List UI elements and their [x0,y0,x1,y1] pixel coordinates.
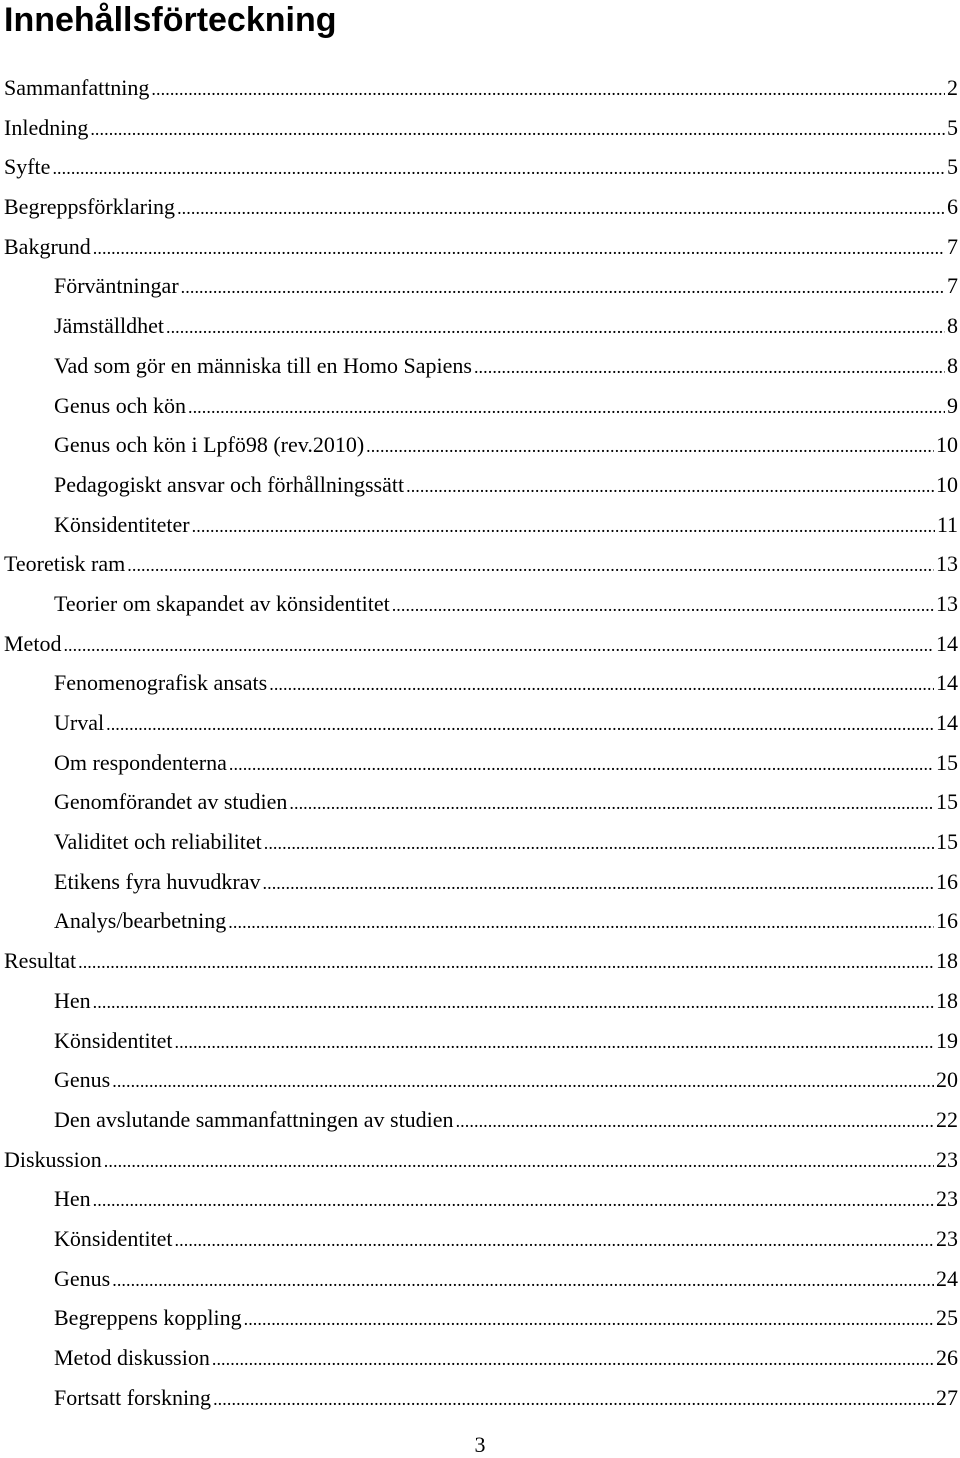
dot-leader [93,981,934,1023]
toc-entry-page: 15 [936,749,958,775]
toc-list [0,68,960,1417]
toc-entry-page: 18 [936,987,958,1013]
toc-entry-label: Begreppsförklaring [4,194,176,220]
toc-entry-label: Den avslutande sammanfattningen av studien [54,1106,454,1132]
toc-entry-page: 13 [936,551,958,577]
toc-entry-page: 14 [936,670,958,696]
dot-leader [177,187,945,229]
toc-entry-label: Sammanfattning [4,75,150,100]
toc-entry-label: Fenomenografisk ansats [54,670,268,696]
toc-entry-label: Teorier om skapandet av könsidentitet [54,590,390,616]
toc-entry[interactable] [0,1100,960,1140]
toc-entry-label: Diskussion [4,1146,102,1172]
toc-entry[interactable] [0,1259,960,1299]
toc-entry-label: Genus [54,1067,111,1093]
dot-leader [264,822,934,864]
toc-entry-label: Genus [54,1265,111,1291]
toc-entry-label: Fortsatt forskning [54,1384,212,1410]
dot-leader [63,624,934,666]
dot-leader [406,465,934,507]
toc-entry[interactable] [0,663,960,703]
toc-entry-label: Könsidentitet [54,1027,173,1053]
toc-entry[interactable] [0,901,960,941]
dot-leader [192,505,935,547]
toc-entry-label: Förväntningar [54,273,179,299]
toc-entry-label: Metod diskussion [54,1345,210,1370]
dot-leader [213,1378,934,1420]
dot-leader [93,1179,934,1221]
toc-entry-label: Könsidentiteter [54,511,190,537]
toc-title: Innehållsförteckning [4,1,337,39]
toc-entry-label: Metod [4,630,62,656]
dot-leader [104,1140,934,1182]
toc-entry-page: 9 [947,392,958,418]
toc-entry-page: 2 [947,75,958,100]
dot-leader [228,901,934,943]
dot-leader [166,306,945,348]
toc-entry[interactable] [0,1140,960,1180]
toc-entry-label: Pedagogiskt ansvar och förhållningssätt [54,471,405,497]
toc-entry-page: 15 [936,789,958,815]
toc-entry[interactable] [0,544,960,584]
toc-entry-page: 19 [936,1027,958,1053]
toc-entry[interactable] [0,1179,960,1219]
dot-leader [392,584,934,626]
page-number: 3 [474,1432,486,1457]
toc-entry[interactable] [0,425,960,465]
dot-leader [78,941,934,983]
dot-leader [456,1100,934,1142]
toc-entry-label: Syfte [4,154,51,180]
dot-leader [175,1219,934,1261]
toc-entry-label: Hen [54,1186,91,1212]
dot-leader [93,227,945,269]
toc-entry[interactable] [0,187,960,227]
toc-entry-label: Etikens fyra huvudkrav [54,868,261,894]
toc-entry-label: Genus och kön [54,392,186,418]
toc-entry-page: 7 [947,273,958,299]
dot-leader [112,1259,934,1301]
toc-entry-label: Bakgrund [4,233,91,259]
toc-entry[interactable] [0,941,960,981]
dot-leader [90,108,945,150]
toc-entry-page: 7 [947,233,958,259]
dot-leader [175,1021,934,1063]
dot-leader [181,266,945,308]
toc-entry-label: Genus och kön i Lpfö98 (rev.2010) [54,432,365,458]
toc-entry-label: Begreppens koppling [54,1305,242,1331]
toc-entry-page: 25 [936,1305,958,1331]
dot-leader [269,663,934,705]
toc-entry[interactable] [0,1219,960,1259]
toc-entry-label: Teoretisk ram [4,551,126,577]
toc-entry-page: 23 [936,1186,958,1212]
toc-entry-page: 5 [947,154,958,180]
toc-entry[interactable] [0,624,960,664]
toc-entry[interactable] [0,346,960,386]
toc-entry-label: Könsidentitet [54,1225,173,1251]
toc-entry-label: Resultat [4,948,77,974]
toc-entry-page: 23 [936,1146,958,1172]
dot-leader [263,862,935,904]
toc-entry-page: 26 [936,1345,958,1370]
toc-entry-label: Genomförandet av studien [54,789,288,815]
toc-entry-page: 13 [936,590,958,616]
toc-entry-page: 16 [936,868,958,894]
toc-entry-page: 14 [936,630,958,656]
toc-entry-page: 24 [936,1265,958,1291]
dot-leader [244,1298,934,1340]
toc-entry[interactable] [0,1021,960,1061]
toc-entry[interactable] [0,584,960,624]
toc-entry[interactable] [0,266,960,306]
toc-entry[interactable] [0,1298,960,1338]
toc-entry-page: 8 [947,313,958,339]
dot-leader [52,147,945,189]
toc-entry-page: 5 [947,114,958,140]
toc-entry-page: 15 [936,829,958,855]
toc-entry[interactable] [0,465,960,505]
toc-entry[interactable] [0,227,960,267]
dot-leader [212,1338,934,1380]
toc-entry-label: Analys/bearbetning [54,908,227,934]
toc-entry-label: Urval [54,710,105,735]
toc-entry[interactable] [0,703,960,743]
toc-entry-page: 14 [936,710,958,735]
dot-leader [112,1060,934,1102]
dot-leader [188,386,945,428]
toc-entry-page: 11 [936,511,958,537]
dot-leader [474,346,945,388]
dot-leader [151,68,945,110]
toc-entry[interactable] [0,386,960,426]
toc-entry-page: 27 [936,1384,958,1410]
toc-entry[interactable] [0,743,960,783]
toc-entry-label: Vad som gör en människa till en Homo Sapiens [54,352,472,378]
toc-entry-label: Jämställdhet [54,313,164,339]
toc-entry[interactable] [0,1060,960,1100]
toc-entry[interactable] [0,822,960,862]
toc-entry[interactable] [0,505,960,545]
toc-entry-page: 22 [936,1106,958,1132]
toc-entry-label: Validitet och reliabilitet [54,829,262,855]
toc-entry-label: Om respondenterna [54,749,227,775]
toc-entry-page: 10 [936,471,958,497]
toc-entry-page: 18 [936,948,958,974]
toc-entry[interactable] [0,1338,960,1378]
toc-entry[interactable] [0,862,960,902]
dot-leader [106,703,934,745]
toc-entry-page: 23 [936,1225,958,1251]
dot-leader [127,544,934,586]
toc-entry-label: Hen [54,987,91,1013]
toc-entry[interactable] [0,782,960,822]
dot-leader [229,743,934,785]
dot-leader [289,782,934,824]
toc-entry[interactable] [0,1378,960,1418]
toc-entry-page: 10 [936,432,958,458]
toc-entry-page: 6 [947,194,958,220]
toc-entry[interactable] [0,981,960,1021]
toc-entry-page: 16 [936,908,958,934]
toc-entry[interactable] [0,306,960,346]
toc-entry[interactable] [0,108,960,148]
toc-entry[interactable] [0,147,960,187]
toc-entry-page: 8 [947,352,958,378]
toc-entry[interactable] [0,68,960,108]
dot-leader [366,425,934,467]
toc-entry-label: Inledning [4,114,89,140]
toc-entry-page: 20 [936,1067,958,1093]
